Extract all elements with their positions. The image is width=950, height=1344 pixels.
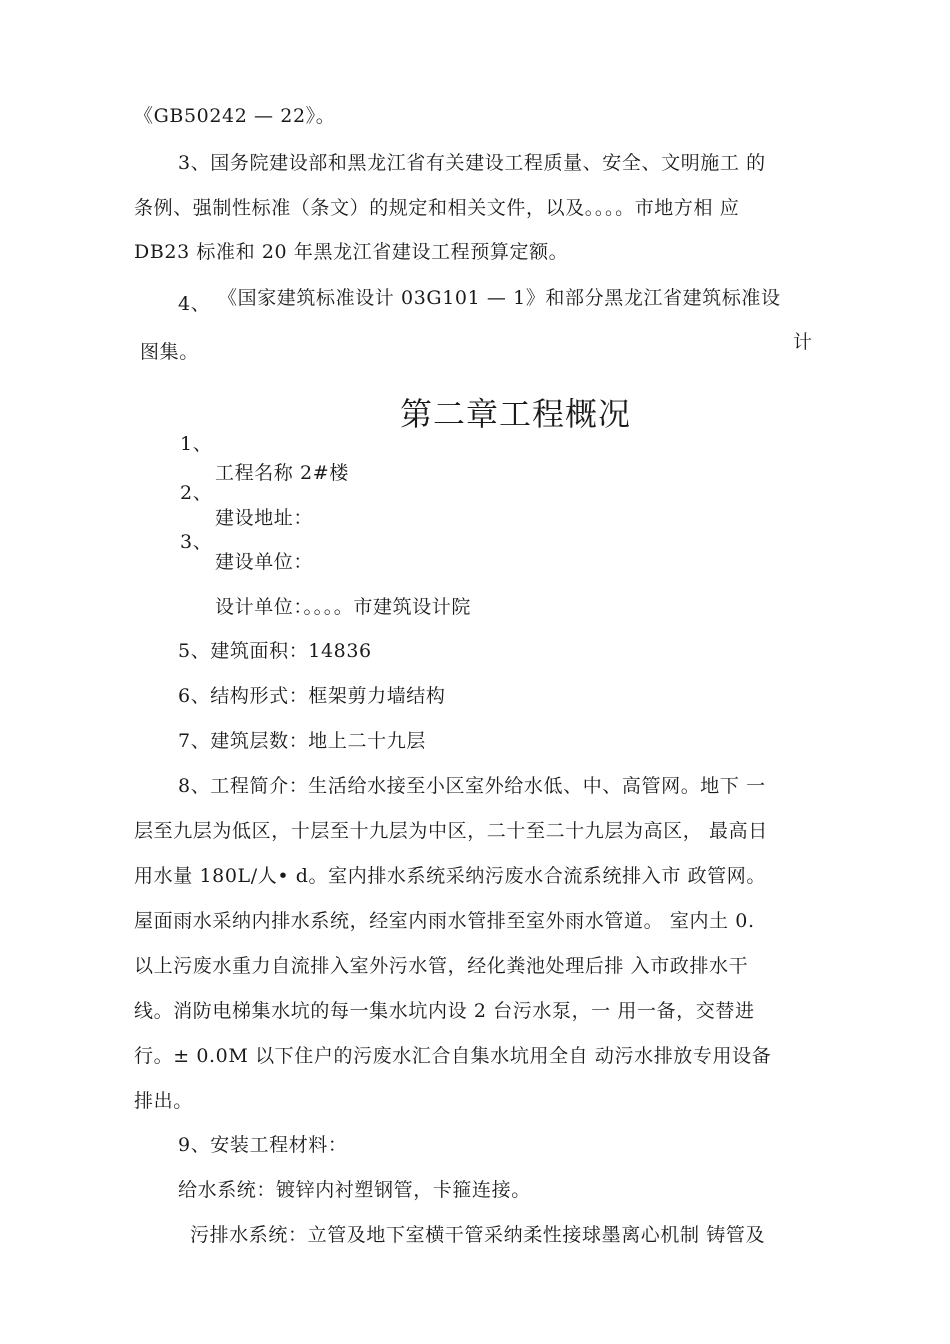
- structure-type: 6、结构形式：框架剪力墙结构: [178, 685, 446, 707]
- overview-number-1: 1、: [180, 433, 213, 455]
- construction-address: 建设地址：: [215, 507, 314, 529]
- item4-tail: 计: [793, 331, 813, 353]
- item4-number: 4、: [178, 293, 211, 315]
- item4-continuation: 图集。: [140, 341, 199, 363]
- project-name: 工程名称 2#楼: [215, 462, 349, 484]
- brief-line: 屋面雨水采纳内排水系统，经室内雨水管排至室外雨水管道。 室内土 0.: [134, 910, 755, 932]
- chapter-title: 第二章工程概况: [400, 395, 632, 433]
- item3-line1: 3、国务院建设部和黑龙江省有关建设工程质量、安全、文明施工 的: [178, 152, 766, 174]
- brief-line: 用水量 180L/人• d。室内排水系统采纳污废水合流系统排入市 政管网。: [134, 865, 766, 887]
- drainage-system: 污排水系统：立管及地下室横干管采纳柔性接球墨离心机制 铸管及: [190, 1224, 766, 1246]
- item3-line2: 条例、强制性标准（条文）的规定和相关文件，以及。。。。市地方相 应: [134, 197, 740, 219]
- construction-owner: 建设单位：: [215, 551, 314, 573]
- brief-line: 排出。: [134, 1090, 193, 1112]
- brief-line: 8、工程简介：生活给水接至小区室外给水低、中、高管网。地下 一: [178, 775, 766, 797]
- item4-text: 《国家建筑标准设计 03G101 — 1》和部分黑龙江省建筑标准设: [218, 287, 781, 309]
- brief-line: 以上污废水重力自流排入室外污水管，经化粪池处理后排 入市政排水干: [134, 955, 749, 977]
- brief-line: 行。± 0.0M 以下住户的污废水汇合自集水坑用全自 动污水排放专用设备: [134, 1045, 772, 1067]
- item3-line3: DB23 标准和 20 年黑龙江省建设工程预算定额。: [134, 241, 569, 263]
- standard-reference: 《GB50242 — 22》。: [134, 105, 336, 127]
- design-unit: 设计单位：。。。。市建筑设计院: [215, 596, 472, 618]
- installation-materials: 9、安装工程材料：: [178, 1134, 348, 1156]
- brief-line: 层至九层为低区，十层至十九层为中区，二十至二十九层为高区， 最高日: [134, 820, 768, 842]
- water-supply-system: 给水系统：镀锌内衬塑钢管，卡箍连接。: [178, 1179, 531, 1201]
- floor-count: 7、建筑层数：地上二十九层: [178, 730, 426, 752]
- overview-number-3: 3、: [180, 531, 213, 553]
- building-area: 5、建筑面积：14836: [178, 640, 372, 662]
- brief-line: 线。消防电梯集水坑的每一集水坑内设 2 台污水泵，一 用一备，交替进: [134, 1000, 755, 1022]
- overview-number-2: 2、: [180, 482, 213, 504]
